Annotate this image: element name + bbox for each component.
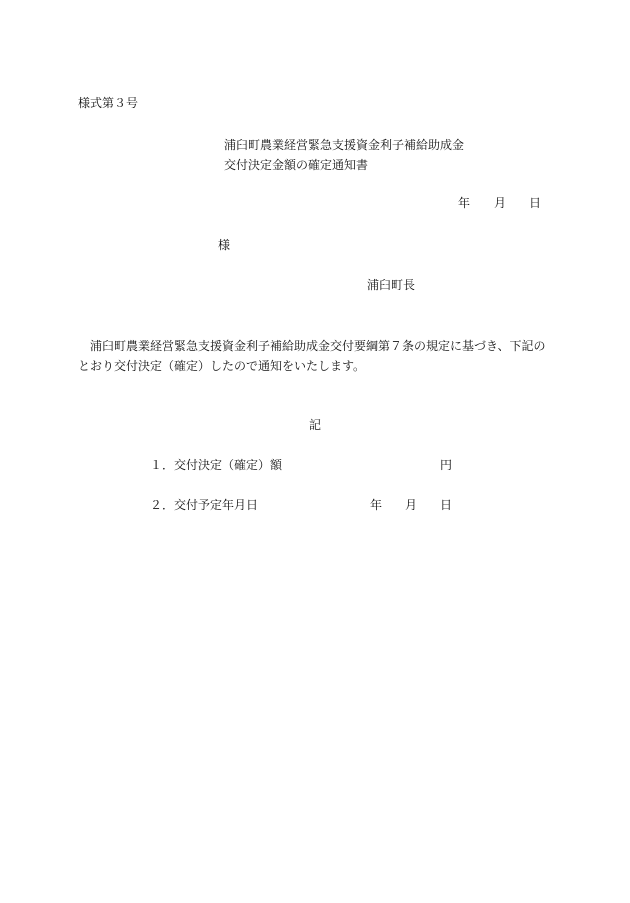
document-title-line-1: 浦臼町農業経営緊急支援資金利子補給助成金 [224, 138, 465, 152]
date-month-label: 月 [494, 196, 507, 210]
ki-heading: 記 [309, 418, 322, 432]
addressee-suffix: 様 [218, 238, 231, 252]
item-1-label: １．交付決定（確定）額 [150, 458, 283, 472]
date-day-label: 日 [529, 196, 542, 210]
item-2-label: ２．交付予定年月日 [150, 498, 259, 512]
date-year-label: 年 [458, 196, 471, 210]
form-number: 様式第３号 [78, 96, 139, 110]
document-title-line-2: 交付決定金額の確定通知書 [224, 158, 369, 172]
item-2-year-label: 年 [370, 498, 383, 512]
item-2-day-label: 日 [440, 498, 453, 512]
item-1-unit: 円 [440, 458, 453, 472]
sender-name: 浦臼町長 [367, 278, 416, 292]
item-2-month-label: 月 [405, 498, 418, 512]
notice-body-text: 浦臼町農業経営緊急支援資金利子補給助成金交付要綱第７条の規定に基づき、下記のとおり交付決定（確定）したので通知をいたします。 [78, 339, 546, 373]
